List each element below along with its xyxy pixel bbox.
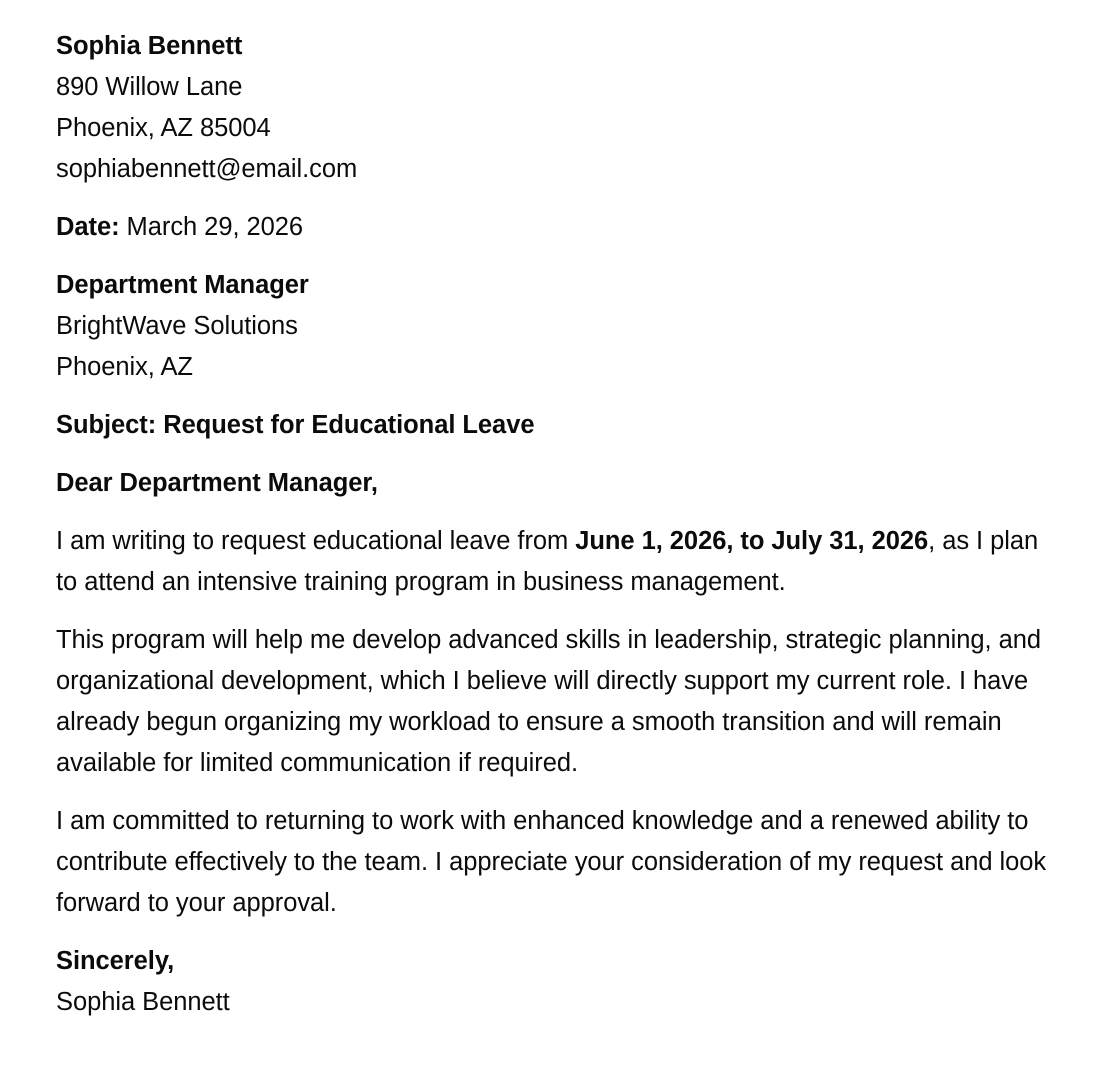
sender-city-state-zip: Phoenix, AZ 85004 [56, 114, 271, 142]
date-line [56, 207, 1062, 248]
body-paragraph-3: I am committed to returning to work with enhanced knowledge and a renewed ability to contribute effectively to the team. I appreciate your consideration of my request and look forward to your approval. [56, 807, 1047, 917]
date-block [56, 207, 1062, 248]
leave-date-range: June 1, 2026, to July 31, 2026 [575, 527, 929, 555]
date-value: March 29, 2026 [119, 213, 304, 241]
date-label: Date: [56, 213, 120, 241]
sender-name: Sophia Bennett [56, 32, 243, 60]
paragraph-1-after: , as I plan to attend an intensive training program in business management. [56, 527, 1039, 596]
recipient-company: BrightWave Solutions [56, 312, 298, 340]
sender-address-block [56, 26, 1062, 190]
salutation-block [56, 463, 1062, 504]
recipient-location: Phoenix, AZ [56, 353, 193, 381]
closing-block [56, 941, 1062, 1023]
letter-document [56, 26, 1062, 1023]
paragraph-1-before: I am writing to request educational leave from [56, 527, 576, 555]
sender-email: sophiabennett@email.com [56, 155, 358, 183]
recipient-address-block [56, 265, 1062, 388]
recipient-title: Department Manager [56, 271, 309, 299]
salutation-line: Dear Department Manager, [56, 469, 378, 497]
subject-line: Subject: Request for Educational Leave [56, 411, 535, 439]
body-paragraph-2: This program will help me develop advanced skills in leadership, strategic planning, and organizational development, which I believe will directly support my current role. I have already begun organizing my workload to ensure a smooth transition and will remain available for limited communication if required. [56, 626, 1041, 777]
body-paragraph-1 [56, 521, 1062, 603]
sender-street: 890 Willow Lane [56, 73, 243, 101]
signature-name: Sophia Bennett [56, 988, 230, 1016]
valediction: Sincerely, [56, 947, 175, 975]
subject-block [56, 405, 1062, 446]
